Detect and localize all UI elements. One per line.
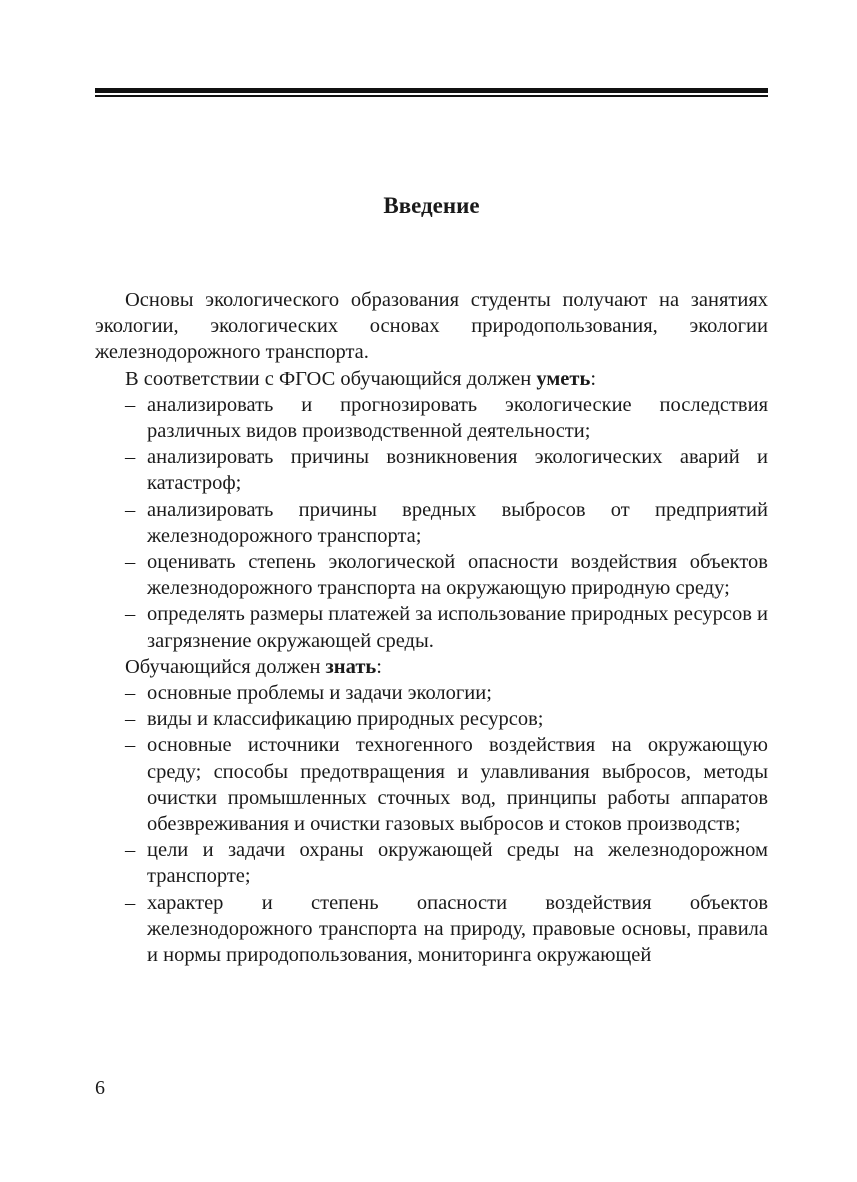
list-item-text: основные источники техногенного воздействия на окружающую среду; способы предотвращения и улавливания выбросов, методы очистки промышленных сточных вод, принципы работы аппаратов обезвреживания и очистки газовых выбросов и стоков производств; <box>147 734 768 836</box>
header-rule-thin <box>95 95 768 97</box>
list-item <box>95 706 768 732</box>
list-dash: – <box>125 734 136 757</box>
list-dash: – <box>125 446 136 469</box>
list-item <box>95 444 768 496</box>
list-item <box>95 601 768 653</box>
list-dash: – <box>125 891 136 914</box>
knowledge-lead-colon: : <box>376 655 382 678</box>
list-item <box>95 680 768 706</box>
list-item-text: цели и задачи охраны окружающей среды на железнодорожном транспорте; <box>147 839 768 888</box>
knowledge-list <box>95 680 768 968</box>
skills-lead-text: В соответствии с ФГОС обучающийся должен <box>125 367 537 390</box>
list-item <box>95 837 768 889</box>
intro-paragraph: Основы экологического образования студенты получают на занятиях экологии, экологических основах природопользования, экологии железнодорожного транспорта. <box>95 289 768 364</box>
header-rule-thick <box>95 88 768 93</box>
page-number: 6 <box>95 1077 105 1099</box>
knowledge-lead-text: Обучающийся должен <box>125 655 326 678</box>
knowledge-keyword: знать <box>325 655 377 678</box>
knowledge-lead <box>95 654 768 680</box>
list-item-text: оценивать степень экологической опасности воздействия объектов железнодорожного транспорта на окружающую природную среду; <box>147 551 768 600</box>
skills-lead-colon: : <box>590 367 597 390</box>
list-item-text: виды и классификацию природных ресурсов; <box>147 708 544 731</box>
list-item-text: анализировать причины вредных выбросов от предприятий железнодорожного транспорта; <box>147 498 768 547</box>
list-dash: – <box>125 839 136 862</box>
list-item <box>95 549 768 601</box>
skills-list <box>95 392 768 654</box>
list-dash: – <box>125 498 136 521</box>
list-item <box>95 392 768 444</box>
list-dash: – <box>125 551 136 574</box>
list-item-text: основные проблемы и задачи экологии; <box>147 682 492 705</box>
list-item <box>95 890 768 969</box>
list-item-text: анализировать причины возникновения экологических аварий и катастроф; <box>147 446 768 495</box>
list-item-text: определять размеры платежей за использование природных ресурсов и загрязнение окружающей среды. <box>147 603 768 652</box>
list-dash: – <box>125 393 136 416</box>
section-title: Введение <box>383 193 480 218</box>
list-dash: – <box>125 682 136 705</box>
skills-lead <box>95 366 768 392</box>
list-item <box>95 497 768 549</box>
list-dash: – <box>125 708 136 731</box>
list-item-text: анализировать и прогнозировать экологические последствия различных видов производственной деятельности; <box>147 393 768 443</box>
body-text <box>95 287 768 968</box>
list-item-text: характер и степень опасности воздействия объектов железнодорожного транспорта на природу, правовые основы, правила и нормы природопользования, мониторинга окружающей <box>147 891 768 967</box>
list-item <box>95 732 768 837</box>
skills-keyword: уметь <box>536 367 591 390</box>
list-dash: – <box>125 603 136 626</box>
